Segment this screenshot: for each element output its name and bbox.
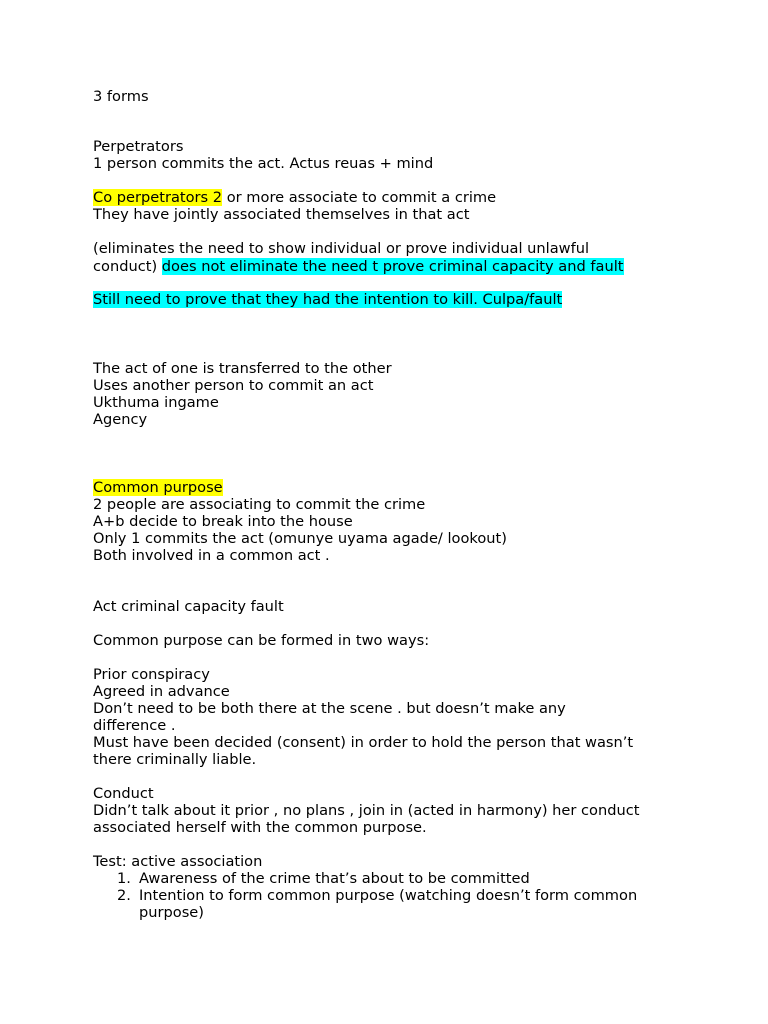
test-title: Test: active association — [93, 853, 263, 870]
list-item: Intention to form common purpose (watching doesn’t form common — [139, 887, 638, 904]
intention-line — [93, 291, 562, 308]
co-perpetrators-line2: They have jointly associated themselves in that act — [93, 206, 470, 223]
co-perpetrators-line — [93, 189, 496, 206]
list-item-continuation: purpose) — [139, 904, 204, 921]
agency-line1: The act of one is transferred to the other — [93, 360, 392, 377]
intention-highlight: Still need to prove that they had the intention to kill. Culpa/fault — [93, 291, 563, 308]
prior-line1: Prior conspiracy — [93, 666, 210, 683]
prior-line6: there criminally liable. — [93, 751, 257, 768]
heading-forms: 3 forms — [93, 88, 149, 105]
conduct-line2: associated herself with the common purpose. — [93, 819, 427, 836]
agency-line3: Ukthuma ingame — [93, 394, 219, 411]
prior-line2: Agreed in advance — [93, 683, 230, 700]
common-purpose-highlight: Common purpose — [93, 479, 223, 496]
perpetrators-line: 1 person commits the act. Actus reuas + mind — [93, 155, 434, 172]
prior-line5: Must have been decided (consent) in order to hold the person that wasn’t — [93, 734, 634, 751]
eliminates-line2 — [93, 258, 624, 275]
common-purpose-line2: A+b decide to break into the house — [93, 513, 353, 530]
agency-line2: Uses another person to commit an act — [93, 377, 374, 394]
act-line: Act criminal capacity fault — [93, 598, 284, 615]
common-purpose-line3: Only 1 commits the act (omunye uyama agade/ lookout) — [93, 530, 507, 547]
conduct-line1: Didn’t talk about it prior , no plans , join in (acted in harmony) her conduct — [93, 802, 640, 819]
eliminates-line2-highlight: does not eliminate the need t prove criminal capacity and fault — [161, 258, 624, 275]
eliminates-line1: (eliminates the need to show individual or prove individual unlawful — [93, 240, 590, 257]
list-item: Awareness of the crime that’s about to be committed — [139, 870, 530, 887]
common-purpose-line1: 2 people are associating to commit the crime — [93, 496, 426, 513]
conduct-title: Conduct — [93, 785, 154, 802]
agency-line4: Agency — [93, 411, 148, 428]
co-perpetrators-rest: or more associate to commit a crime — [222, 189, 497, 206]
common-purpose-line4: Both involved in a common act . — [93, 547, 330, 564]
list-item-number: 1. — [117, 870, 131, 887]
list-item-number: 2. — [117, 887, 131, 904]
prior-line4: difference . — [93, 717, 176, 734]
perpetrators-title: Perpetrators — [93, 138, 184, 155]
common-purpose-title — [93, 479, 223, 496]
two-ways-line: Common purpose can be formed in two ways: — [93, 632, 430, 649]
eliminates-line2-plain: conduct) — [93, 258, 162, 275]
prior-line3: Don’t need to be both there at the scene . but doesn’t make any — [93, 700, 566, 717]
co-perpetrators-highlight: Co perpetrators 2 — [93, 189, 223, 206]
